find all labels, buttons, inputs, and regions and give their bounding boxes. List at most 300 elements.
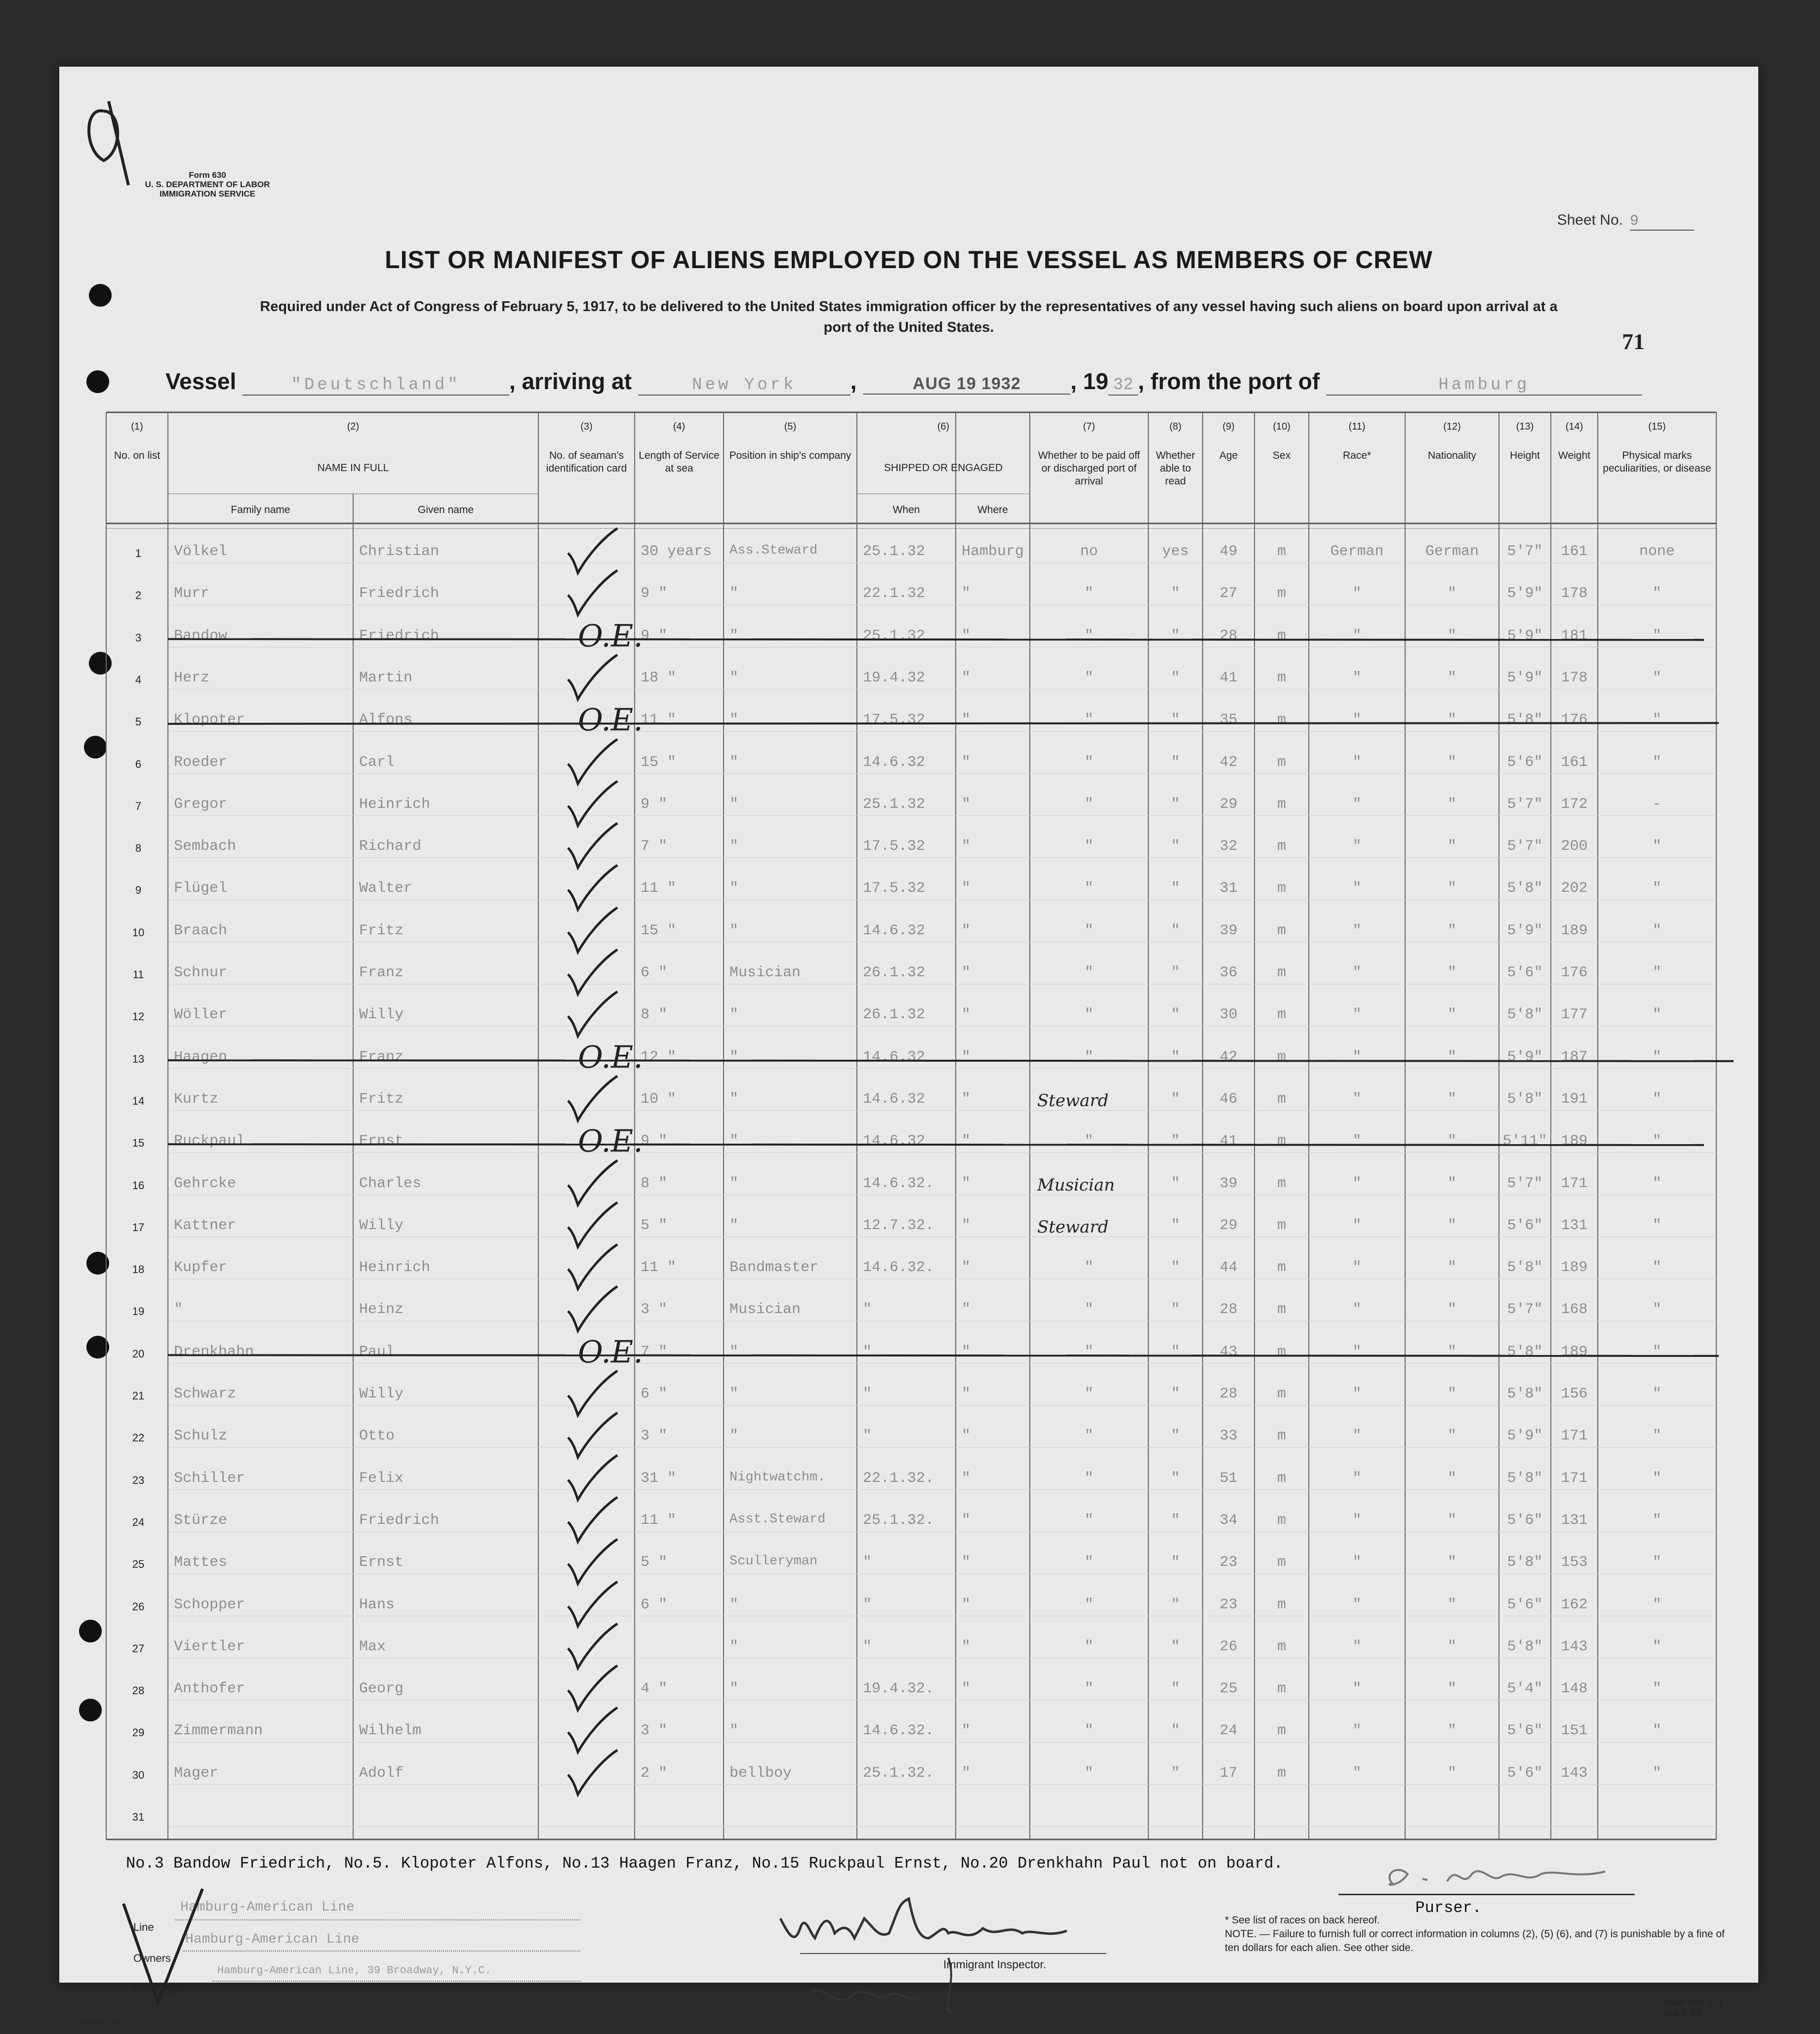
cell-when: 19.4.32. <box>863 1680 934 1698</box>
cell-family: Gregor <box>174 796 228 813</box>
cell-when: 25.1.32. <box>863 1512 934 1529</box>
cell-weight: 131 <box>1561 1217 1588 1234</box>
cell-family: Haagen <box>174 1048 228 1066</box>
cell-when: 26.1.32 <box>863 964 926 981</box>
form-subtitle: Required under Act of Congress of February 5, 1917, to be delivered to the United States immigration officer by the representatives of any vessel having such aliens on board upon arrival at a port of the United States. <box>260 299 1558 335</box>
cell-age: 49 <box>1219 543 1238 560</box>
check-mark <box>563 568 622 622</box>
cell-weight: 178 <box>1561 585 1588 602</box>
cell-weight: 189 <box>1561 1259 1588 1276</box>
cell-height: 5'8" <box>1507 1090 1543 1108</box>
cell-age: 32 <box>1219 838 1238 855</box>
cell-read: " <box>1171 922 1180 939</box>
cell-service: 30 years <box>641 543 712 560</box>
row-number: 17 <box>132 1221 145 1234</box>
page-number: 71 <box>1622 329 1645 354</box>
row-number: 1 <box>135 547 142 559</box>
owners-value: Hamburg-American Line <box>185 1932 360 1947</box>
cell-nationality: " <box>1447 754 1456 771</box>
cell-where: " <box>962 585 971 602</box>
cell-nationality: " <box>1447 1090 1456 1108</box>
cell-given: Paul <box>359 1343 395 1360</box>
cell-height: 5'8" <box>1507 1386 1543 1402</box>
column-header: No. on list <box>114 450 161 461</box>
cell-weight: 178 <box>1561 669 1588 686</box>
cell-height: 5'9" <box>1507 627 1543 644</box>
column-number: (9) <box>1222 421 1235 432</box>
cell-when: 17.5.32 <box>863 880 926 897</box>
schedule-old: alte F. 53 <box>1663 2008 1701 2019</box>
cell-race: " <box>1352 585 1362 602</box>
cell-read: " <box>1171 1090 1180 1108</box>
cell-service: 4 " <box>641 1680 668 1698</box>
department-name: U. S. DEPARTMENT OF LABOR <box>145 180 270 189</box>
arrival-date-stamp: AUG 19 1932 <box>863 374 1070 395</box>
cell-race: " <box>1352 669 1362 686</box>
cell-service: 9 " <box>641 627 668 644</box>
cell-service: 15 " <box>641 754 677 771</box>
vessel-name: "Deutschland" <box>243 376 509 396</box>
cell-height: 5'8" <box>1507 1259 1543 1276</box>
row-number: 24 <box>132 1516 145 1528</box>
cell-read: " <box>1171 754 1180 771</box>
row-number: 12 <box>132 1010 145 1023</box>
cell-weight: 200 <box>1561 838 1588 855</box>
cell-read: yes <box>1162 543 1189 560</box>
cell-marks: " <box>1652 964 1661 981</box>
cell-position: " <box>729 1680 739 1698</box>
row-number: 20 <box>132 1347 145 1360</box>
check-mark <box>563 1748 622 1802</box>
cell-weight: 143 <box>1561 1638 1588 1655</box>
local-agents-label: Local Agents <box>133 1981 196 1994</box>
cell-where: " <box>962 1638 971 1655</box>
cell-paid: " <box>1084 1301 1093 1318</box>
cell-where: " <box>962 1722 971 1740</box>
cell-when: 12.7.32. <box>863 1217 934 1234</box>
cell-marks: none <box>1639 543 1675 560</box>
struck-annotation: O.E. <box>578 1038 643 1075</box>
cell-weight: 172 <box>1561 796 1588 813</box>
cell-position: " <box>729 838 739 855</box>
cell-family: Kurtz <box>174 1090 219 1108</box>
schedule-reference <box>1663 1997 1724 2019</box>
cell-paid: " <box>1084 585 1093 602</box>
column-number: (11) <box>1348 421 1366 432</box>
cell-nationality: " <box>1447 1512 1456 1529</box>
column-number: (10) <box>1273 421 1291 432</box>
cell-when: 14.6.32 <box>863 1048 926 1066</box>
cell-service: 11 " <box>641 712 677 729</box>
row-number: 11 <box>132 968 144 981</box>
cell-weight: 187 <box>1561 1048 1588 1066</box>
cell-when: 14.6.32. <box>863 1259 934 1276</box>
cell-height: 5'7" <box>1507 543 1543 560</box>
cell-sex: m <box>1277 1133 1286 1150</box>
cell-race: " <box>1352 880 1362 897</box>
cell-service: 3 " <box>641 1301 668 1318</box>
cell-age: 17 <box>1219 1764 1238 1782</box>
cell-service: 6 " <box>641 964 668 981</box>
cell-given: Martin <box>359 669 413 686</box>
cell-read: " <box>1171 1764 1180 1782</box>
column-number: (1) <box>131 421 143 432</box>
cell-paid: no <box>1080 543 1098 560</box>
cell-race: " <box>1352 712 1362 729</box>
cell-where: " <box>962 1596 971 1613</box>
cell-race: " <box>1352 1470 1362 1487</box>
cell-read: " <box>1171 1554 1180 1571</box>
cell-race: " <box>1352 964 1362 981</box>
cell-service: 7 " <box>641 838 668 855</box>
cell-when: 25.1.32 <box>863 627 926 644</box>
cell-position: bellboy <box>729 1764 792 1782</box>
cell-where: " <box>962 1386 971 1402</box>
column-number: (15) <box>1648 421 1666 432</box>
cell-paid: " <box>1084 1680 1093 1698</box>
cell-service: 9 " <box>641 1133 668 1150</box>
struck-annotation: O.E. <box>578 702 643 738</box>
cell-weight: 153 <box>1561 1554 1588 1571</box>
cell-height: 5'9" <box>1507 669 1543 686</box>
cell-given: Franz <box>359 1048 404 1066</box>
cell-sex: m <box>1277 712 1286 729</box>
cell-service: 9 " <box>641 796 668 813</box>
check-mark <box>563 989 622 1043</box>
cell-nationality: " <box>1447 1722 1456 1740</box>
cell-where: " <box>962 1428 971 1445</box>
column-header: Sex <box>1272 450 1291 461</box>
cell-family: Völkel <box>174 543 228 560</box>
cell-position: " <box>729 1175 739 1192</box>
cell-where: " <box>962 796 971 813</box>
cell-marks: " <box>1652 1470 1661 1487</box>
cell-marks: " <box>1652 1596 1661 1613</box>
year-prefix: , 19 <box>1070 368 1109 394</box>
cell-position: Musician <box>729 964 801 981</box>
cell-age: 34 <box>1219 1512 1238 1529</box>
cell-age: 26 <box>1219 1638 1238 1655</box>
cell-marks: " <box>1652 712 1661 729</box>
cell-family: Gehrcke <box>174 1175 237 1192</box>
cell-height: 5'8" <box>1507 880 1543 897</box>
cell-where: " <box>962 1764 971 1782</box>
column-header: Race* <box>1342 450 1372 461</box>
cell-paid: " <box>1084 627 1093 644</box>
cell-family: Anthofer <box>174 1680 245 1698</box>
cell-nationality: " <box>1447 880 1456 897</box>
cell-position: " <box>729 754 739 771</box>
cell-paid: " <box>1084 1470 1093 1487</box>
cell-given: Christian <box>359 543 440 560</box>
inspector-label: Immigrant Inspector. <box>943 1958 1047 1971</box>
vessel-line: Vessel "Deutschland" , arriving at New York , AUG 19 1932 , 19 32 , from the port of Hamburg <box>165 368 1642 396</box>
cell-nationality: " <box>1447 1470 1456 1487</box>
cell-when: 14.6.32 <box>863 1090 926 1108</box>
cell-given: Max <box>359 1638 386 1655</box>
cell-position: " <box>729 1386 739 1402</box>
cell-height: 5'6" <box>1507 964 1543 981</box>
cell-paid: " <box>1084 922 1093 939</box>
column-header: Weight <box>1558 450 1590 461</box>
cell-where: " <box>962 1470 971 1487</box>
cell-where: " <box>962 1217 971 1234</box>
cell-nationality: " <box>1447 1764 1456 1782</box>
cell-paid: " <box>1084 754 1093 771</box>
fine-note: NOTE. — Failure to furnish full or correct information in columns (2), (5) (6), and (7) is punishable by a fine of ten dollars for each alien. See other side. <box>1225 1928 1725 1954</box>
cell-where: Hamburg <box>962 543 1024 560</box>
cell-paid: " <box>1084 1638 1093 1655</box>
cell-read: " <box>1171 1386 1180 1402</box>
cell-nationality: " <box>1447 922 1456 939</box>
cell-weight: 151 <box>1561 1722 1588 1740</box>
cell-given: Ernst <box>359 1133 404 1150</box>
check-mark <box>563 1284 622 1338</box>
cell-race: " <box>1352 1175 1362 1192</box>
cell-read: " <box>1171 964 1180 981</box>
cell-marks: " <box>1652 585 1661 602</box>
cell-paid: " <box>1084 964 1093 981</box>
cell-paid: " <box>1084 1386 1093 1402</box>
cell-read: " <box>1171 1301 1180 1318</box>
schedule-new: neue Sch. 571 <box>1663 1997 1724 2008</box>
cell-weight: 171 <box>1561 1175 1588 1192</box>
cell-position: " <box>729 1722 739 1740</box>
cell-where: " <box>962 1554 971 1571</box>
cell-family: Herz <box>174 669 210 686</box>
cell-read: " <box>1171 1596 1180 1613</box>
cell-given: Wilhelm <box>359 1722 422 1740</box>
cell-height: 5'6" <box>1507 1722 1543 1740</box>
cell-weight: 191 <box>1561 1090 1588 1108</box>
cell-when: 17.5.32 <box>863 838 926 855</box>
footer-notes <box>1225 1914 1729 1955</box>
cell-marks: " <box>1652 1259 1661 1276</box>
cell-sex: m <box>1277 1301 1286 1318</box>
cell-sex: m <box>1277 796 1286 813</box>
cell-weight: 189 <box>1561 1133 1588 1150</box>
cell-race: " <box>1352 1596 1362 1613</box>
cell-when: 25.1.32 <box>863 796 926 813</box>
cell-sex: m <box>1277 1386 1286 1402</box>
cell-age: 24 <box>1219 1722 1238 1740</box>
cell-nationality: " <box>1447 1596 1456 1613</box>
cell-read: " <box>1171 1006 1180 1024</box>
column-number: (3) <box>580 421 593 432</box>
cell-nationality: " <box>1447 1133 1456 1150</box>
cell-position: " <box>729 585 739 602</box>
cell-service: 3 " <box>641 1722 668 1740</box>
cell-given: Walter <box>359 880 413 897</box>
cell-when: " <box>863 1301 872 1318</box>
cell-family: Braach <box>174 922 228 939</box>
cell-service: 11 " <box>641 1259 677 1276</box>
cell-age: 23 <box>1219 1554 1238 1571</box>
cell-when: 26.1.32 <box>863 1006 926 1024</box>
cell-read: " <box>1171 1133 1180 1150</box>
cell-service: 18 " <box>641 669 677 686</box>
row-number: 21 <box>132 1390 145 1402</box>
cell-sex: m <box>1277 669 1286 686</box>
cell-marks: " <box>1652 627 1661 644</box>
cell-position: Bandmaster <box>729 1259 819 1276</box>
cell-weight: 143 <box>1561 1764 1588 1782</box>
cell-age: 39 <box>1219 1175 1238 1192</box>
cell-age: 36 <box>1219 964 1238 981</box>
row-number: 29 <box>132 1726 145 1739</box>
cell-age: 31 <box>1219 880 1238 897</box>
cell-service: 6 " <box>641 1386 668 1402</box>
cell-age: 23 <box>1219 1596 1238 1613</box>
cell-read: " <box>1171 1638 1180 1655</box>
cell-service: 9 " <box>641 585 668 602</box>
cell-nationality: " <box>1447 1638 1456 1655</box>
column-header: Nationality <box>1427 450 1477 461</box>
cell-when: 25.1.32 <box>863 543 926 560</box>
cell-given: Willy <box>359 1217 404 1234</box>
cell-when: 14.6.32. <box>863 1722 934 1740</box>
check-mark <box>563 652 622 707</box>
bottom-left-pencil-mark <box>119 1884 217 2012</box>
cell-family: Mager <box>174 1764 219 1782</box>
cell-sex: m <box>1277 1048 1286 1066</box>
cell-family: Klopoter <box>174 712 245 729</box>
from-label: , from the port of <box>1138 368 1320 394</box>
cell-position: " <box>729 669 739 686</box>
cell-sex: m <box>1277 922 1286 939</box>
column-number: (6) <box>937 421 950 432</box>
inspector-signature <box>751 1884 1146 2017</box>
not-on-board-note: No.3 Bandow Friedrich, No.5. Klopoter Alfons, No.13 Haagen Franz, No.15 Ruckpaul Ernst, No.20 Drenkhahn Paul not on board. <box>126 1854 1283 1873</box>
struck-annotation: O.E. <box>578 617 643 654</box>
cell-height: 5'7" <box>1507 1301 1543 1318</box>
cell-age: 27 <box>1219 585 1238 602</box>
cell-given: Georg <box>359 1680 404 1698</box>
row-number: 10 <box>132 926 145 939</box>
cell-sex: m <box>1277 964 1286 981</box>
row-number: 31 <box>132 1811 145 1823</box>
cell-family: Mattes <box>174 1554 228 1571</box>
cell-marks: " <box>1652 1722 1661 1740</box>
cell-marks: " <box>1652 1343 1661 1360</box>
cell-family: Murr <box>174 585 210 602</box>
cell-when: 14.6.32. <box>863 1175 934 1192</box>
row-number: 3 <box>135 631 142 644</box>
cell-marks: " <box>1652 838 1661 855</box>
cell-race: " <box>1352 1554 1362 1571</box>
cell-sex: m <box>1277 1680 1286 1698</box>
row-number: 18 <box>132 1263 145 1276</box>
cell-marks: " <box>1652 1680 1661 1698</box>
cell-where: " <box>962 1133 971 1150</box>
cell-given: Franz <box>359 964 404 981</box>
cell-family: Kupfer <box>174 1259 228 1276</box>
cell-where: " <box>962 1048 971 1066</box>
cell-age: 28 <box>1219 627 1238 644</box>
cell-position: " <box>729 880 739 897</box>
cell-sex: m <box>1277 880 1286 897</box>
purser-signature <box>1378 1854 1635 1899</box>
cell-paid: " <box>1084 1596 1093 1613</box>
cell-family: Kattner <box>174 1217 237 1234</box>
cell-nationality: " <box>1447 669 1456 686</box>
cell-read: " <box>1171 1259 1180 1276</box>
cell-age: 44 <box>1219 1259 1238 1276</box>
cell-race: " <box>1352 1259 1362 1276</box>
cell-race: " <box>1352 754 1362 771</box>
cell-nationality: " <box>1447 1259 1456 1276</box>
row-number: 14 <box>132 1094 145 1107</box>
cell-paid: " <box>1084 1722 1093 1740</box>
cell-position: " <box>729 1343 739 1360</box>
cell-where: " <box>962 880 971 897</box>
cell-sex: m <box>1277 1090 1286 1108</box>
cell-family: Ruckpaul <box>174 1133 245 1150</box>
cell-age: 25 <box>1219 1680 1238 1698</box>
cell-height: 5'7" <box>1507 1175 1543 1192</box>
cell-nationality: " <box>1447 1386 1456 1402</box>
cell-where: " <box>962 1512 971 1529</box>
cell-age: 46 <box>1219 1090 1238 1108</box>
cell-service: 5 " <box>641 1217 668 1234</box>
cell-service: 3 " <box>641 1428 668 1445</box>
cell-read: " <box>1171 880 1180 897</box>
cell-marks: " <box>1652 1217 1661 1234</box>
cell-sex: m <box>1277 627 1286 644</box>
cell-read: " <box>1171 796 1180 813</box>
cell-sex: m <box>1277 1722 1286 1740</box>
cell-position: " <box>729 712 739 729</box>
cell-nationality: " <box>1447 838 1456 855</box>
cell-service: 31 " <box>641 1470 677 1487</box>
cell-nationality: " <box>1447 1217 1456 1234</box>
cell-where: " <box>962 964 971 981</box>
column-number: (4) <box>673 421 686 432</box>
cell-height: 5'4" <box>1507 1680 1543 1698</box>
cell-read: " <box>1171 1217 1180 1234</box>
cell-height: 5'8" <box>1507 712 1543 729</box>
cell-when: " <box>863 1554 872 1571</box>
cell-marks: " <box>1652 1301 1661 1318</box>
line-value: Hamburg-American Line <box>180 1900 355 1915</box>
column-header: No. of seaman's identification card <box>546 450 627 474</box>
cell-when: 19.4.32 <box>863 669 926 686</box>
cell-position: Asst.Steward <box>729 1512 826 1527</box>
cell-paid: " <box>1084 796 1093 813</box>
cell-nationality: " <box>1447 1301 1456 1318</box>
cell-paid: " <box>1084 1343 1093 1360</box>
column-subheader: When <box>892 504 920 516</box>
cell-where: " <box>962 838 971 855</box>
cell-family: Bandow <box>174 627 228 644</box>
cell-position: " <box>729 1090 739 1108</box>
cell-paid: " <box>1084 1259 1093 1276</box>
local-agents-underline <box>212 1981 580 1982</box>
cell-age: 39 <box>1219 922 1238 939</box>
cell-sex: m <box>1277 585 1286 602</box>
cell-age: 30 <box>1219 1006 1238 1024</box>
cell-where: " <box>962 712 971 729</box>
cell-position: " <box>729 1006 739 1024</box>
row-number: 22 <box>132 1432 145 1444</box>
cell-race: " <box>1352 1343 1362 1360</box>
cell-sex: m <box>1277 1470 1286 1487</box>
column-header: NAME IN FULL <box>317 462 389 474</box>
cell-position: Musician <box>729 1301 801 1318</box>
column-subheader: Family name <box>231 504 290 516</box>
cell-sex: m <box>1277 1217 1286 1234</box>
cell-nationality: " <box>1447 1175 1456 1192</box>
